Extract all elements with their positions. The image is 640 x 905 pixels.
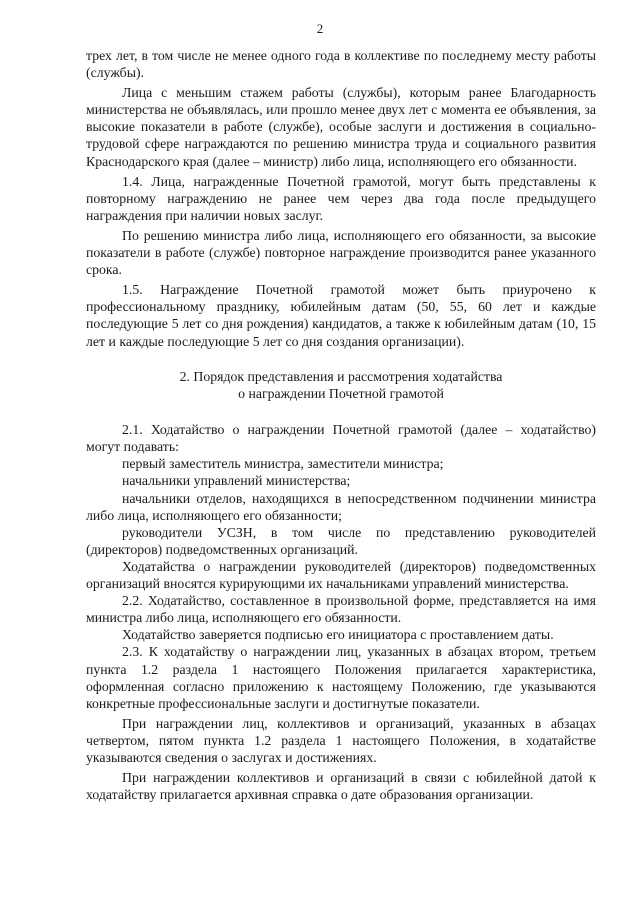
section-heading-line: 2. Порядок представления и рассмотрения ходатайства bbox=[179, 368, 503, 384]
document-body bbox=[86, 47, 596, 803]
section-heading bbox=[86, 368, 596, 403]
list-item: начальники отделов, находящихся в непосредственном подчинении министра либо лица, исполняющего его обязанности; bbox=[86, 490, 596, 523]
paragraph: По решению министра либо лица, исполняющего его обязанности, за высокие показатели в работе (службе) повторное награждение производится ранее указанного срока. bbox=[86, 227, 596, 278]
page-number: 2 bbox=[316, 21, 324, 36]
paragraph: 2.3. К ходатайству о награждении лиц, указанных в абзацах втором, третьем пункта 1.2 раздела 1 настоящего Положения прилагается характеристика, оформленная согласно приложению к настоящему Положению, где указываются конкретные профессиональные заслуги и достигнутые показатели. bbox=[86, 644, 596, 711]
paragraph: Ходатайства о награждении руководителей (директоров) подведомственных организаций вносятся курирующими их начальниками управлений министерства. bbox=[86, 558, 596, 592]
paragraph: При награждении коллективов и организаций в связи с юбилейной датой к ходатайству прилагается архивная справка о дате образования организации. bbox=[86, 770, 596, 803]
paragraph: При награждении лиц, коллективов и организаций, указанных в абзацах четвертом, пятом пункта 1.2 раздела 1 настоящего Положения, в ходатайстве указываются сведения о заслугах и достижениях. bbox=[86, 715, 596, 765]
section-heading-line: о награждении Почетной грамотой bbox=[238, 385, 444, 401]
paragraph: Лица с меньшим стажем работы (службы), которым ранее Благодарность министерства не объявлялась, или прошло менее двух лет с момента ее объявления, за высокие показатели в работе (службе), особые заслуги и достижения в социально-трудовой сфере награждаются по решению министра труда и социального развития Краснодарского края (далее – министр) либо лица, исполняющего его обязанности. bbox=[86, 85, 596, 169]
paragraph: 1.5. Награждение Почетной грамотой может быть приурочено к профессиональному празднику, юбилейным датам (50, 55, 60 лет и каждые последующие 5 лет со дня рождения) кандидатов, а также к юбилейным датам (10, 15 лет и каждые последующие 5 лет со дня создания организации). bbox=[86, 282, 596, 349]
list-item: начальники управлений министерства; bbox=[122, 473, 351, 489]
paragraph: 1.4. Лица, награжденные Почетной грамотой, могут быть представлены к повторному награждению не ранее чем через два года после предыдущего награждения при наличии новых заслуг. bbox=[86, 173, 596, 223]
paragraph: 2.1. Ходатайство о награждении Почетной грамотой (далее – ходатайство) могут подавать: bbox=[86, 422, 596, 455]
paragraph: 2.2. Ходатайство, составленное в произвольной форме, представляется на имя министра либо лица, исполняющего его обязанности. bbox=[86, 593, 596, 626]
list-item: руководители УСЗН, в том числе по представлению руководителей (директоров) подведомственных организаций. bbox=[86, 524, 596, 557]
list-item: первый заместитель министра, заместители министра; bbox=[122, 456, 444, 472]
paragraph: трех лет, в том числе не менее одного года в коллективе по последнему месту работы (службы). bbox=[86, 48, 596, 81]
paragraph: Ходатайство заверяется подписью его инициатора с проставлением даты. bbox=[122, 627, 554, 643]
